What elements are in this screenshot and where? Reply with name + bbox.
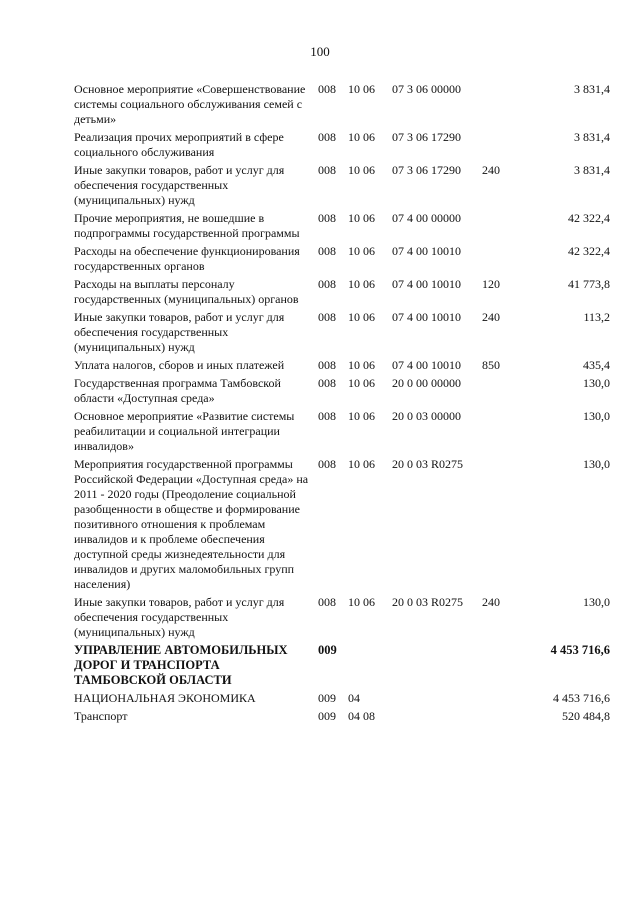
row-expense-type [482,244,526,277]
row-expense-type [482,82,526,130]
row-expense-type [482,691,526,709]
table-row [74,709,610,727]
row-target-article: 20 0 03 00000 [392,409,461,423]
row-target-article: 07 4 00 00000 [392,211,461,225]
table-row [74,376,610,409]
row-target-article: 20 0 03 R0275 [392,595,464,609]
row-sum: 130,0 [583,409,610,423]
row-expense-type: 240 [482,163,500,177]
row-target-article [392,709,482,727]
row-sum: 130,0 [583,457,610,471]
row-section-code: 10 06 [348,595,375,609]
row-target-article: 20 0 03 R0275 [392,457,464,471]
row-target-article [392,643,482,691]
row-ministry-code: 009 [318,709,336,723]
table-row [74,643,610,691]
row-target-article: 07 4 00 10010 [392,358,461,372]
row-sum: 130,0 [583,595,610,609]
row-ministry-code: 008 [318,595,336,609]
row-name: Мероприятия государственной программы Российской Федерации «Доступная среда» на 2011 - 2020 годы (Преодоление социальной разобщенности в обществе и формирование позитивного отношения к проблемам инвалидов и к проблеме обеспечения доступной среды жизнедеятельности для инвалидов и других маломобильных групп населения) [74,457,309,591]
row-name: Государственная программа Тамбовской области «Доступная среда» [74,376,281,405]
row-ministry-code: 008 [318,277,336,291]
row-name: Транспорт [74,709,128,723]
row-ministry-code: 008 [318,409,336,423]
row-ministry-code: 008 [318,310,336,324]
row-expense-type [482,211,526,244]
row-target-article: 20 0 00 00000 [392,376,461,390]
row-section-code: 10 06 [348,376,375,390]
row-name: Расходы на выплаты персоналу государственных (муниципальных) органов [74,277,299,306]
row-expense-type: 240 [482,310,500,324]
row-sum: 42 322,4 [568,211,610,225]
row-section-code: 10 06 [348,409,375,423]
row-ministry-code: 008 [318,211,336,225]
table-row [74,82,610,130]
row-section-code: 10 06 [348,358,375,372]
row-section-code: 10 06 [348,457,375,471]
row-section-code: 10 06 [348,277,375,291]
table-row [74,310,610,358]
row-expense-type [482,709,526,727]
row-section-code: 10 06 [348,211,375,225]
table-row [74,244,610,277]
row-section-code: 10 06 [348,82,375,96]
row-ministry-code: 008 [318,244,336,258]
row-target-article [392,691,482,709]
row-ministry-code: 009 [318,643,337,657]
table-row [74,277,610,310]
row-ministry-code: 008 [318,457,336,471]
row-name: Реализация прочих мероприятий в сфере социального обслуживания [74,130,284,159]
row-sum: 41 773,8 [568,277,610,291]
row-name: НАЦИОНАЛЬНАЯ ЭКОНОМИКА [74,691,256,705]
row-target-article: 07 4 00 10010 [392,277,461,291]
row-name: Уплата налогов, сборов и иных платежей [74,358,285,372]
row-target-article: 07 3 06 17290 [392,130,461,144]
table-row [74,211,610,244]
row-section-code: 10 06 [348,163,375,177]
row-section-code: 04 08 [348,709,375,723]
row-section-code: 10 06 [348,130,375,144]
table-row [74,691,610,709]
row-ministry-code: 008 [318,82,336,96]
row-sum: 3 831,4 [574,163,610,177]
table-body [74,82,610,727]
row-name: УПРАВЛЕНИЕ АВТОМОБИЛЬНЫХ ДОРОГ И ТРАНСПОРТА ТАМБОВСКОЙ ОБЛАСТИ [74,643,288,687]
table-row [74,457,610,595]
row-ministry-code: 009 [318,691,336,705]
row-sum: 520 484,8 [562,709,610,723]
row-section-code: 10 06 [348,244,375,258]
row-ministry-code: 008 [318,163,336,177]
row-name: Прочие мероприятия, не вошедшие в подпрограммы государственной программы [74,211,300,240]
row-name: Иные закупки товаров, работ и услуг для обеспечения государственных (муниципальных) нужд [74,163,285,207]
row-sum: 435,4 [583,358,610,372]
table-row [74,130,610,163]
row-section-code [348,643,392,691]
row-expense-type [482,457,526,595]
row-target-article: 07 3 06 17290 [392,163,461,177]
table-row [74,163,610,211]
row-name: Иные закупки товаров, работ и услуг для обеспечения государственных (муниципальных) нужд [74,595,285,639]
row-expense-type [482,643,526,691]
row-sum: 3 831,4 [574,130,610,144]
row-sum: 130,0 [583,376,610,390]
row-sum: 113,2 [583,310,610,324]
row-expense-type: 850 [482,358,500,372]
row-expense-type [482,130,526,163]
row-sum: 4 453 716,6 [553,691,610,705]
row-name: Расходы на обеспечение функционирования государственных органов [74,244,300,273]
row-section-code: 10 06 [348,310,375,324]
table-row [74,358,610,376]
row-expense-type [482,376,526,409]
row-target-article: 07 3 06 00000 [392,82,461,96]
row-sum: 42 322,4 [568,244,610,258]
row-expense-type: 240 [482,595,500,609]
row-expense-type [482,409,526,457]
row-target-article: 07 4 00 10010 [392,310,461,324]
row-target-article: 07 4 00 10010 [392,244,461,258]
table-row [74,409,610,457]
page-number: 100 [310,44,330,59]
row-ministry-code: 008 [318,130,336,144]
row-ministry-code: 008 [318,358,336,372]
row-name: Основное мероприятие «Развитие системы реабилитации и социальной интеграции инвалидов» [74,409,295,453]
row-sum: 4 453 716,6 [550,643,610,657]
table-row [74,595,610,643]
row-name: Основное мероприятие «Совершенствование системы социального обслуживания семей с детьми» [74,82,306,126]
row-expense-type: 120 [482,277,500,291]
budget-table [74,82,610,727]
row-ministry-code: 008 [318,376,336,390]
row-section-code: 04 [348,691,360,705]
row-sum: 3 831,4 [574,82,610,96]
row-name: Иные закупки товаров, работ и услуг для обеспечения государственных (муниципальных) нужд [74,310,285,354]
